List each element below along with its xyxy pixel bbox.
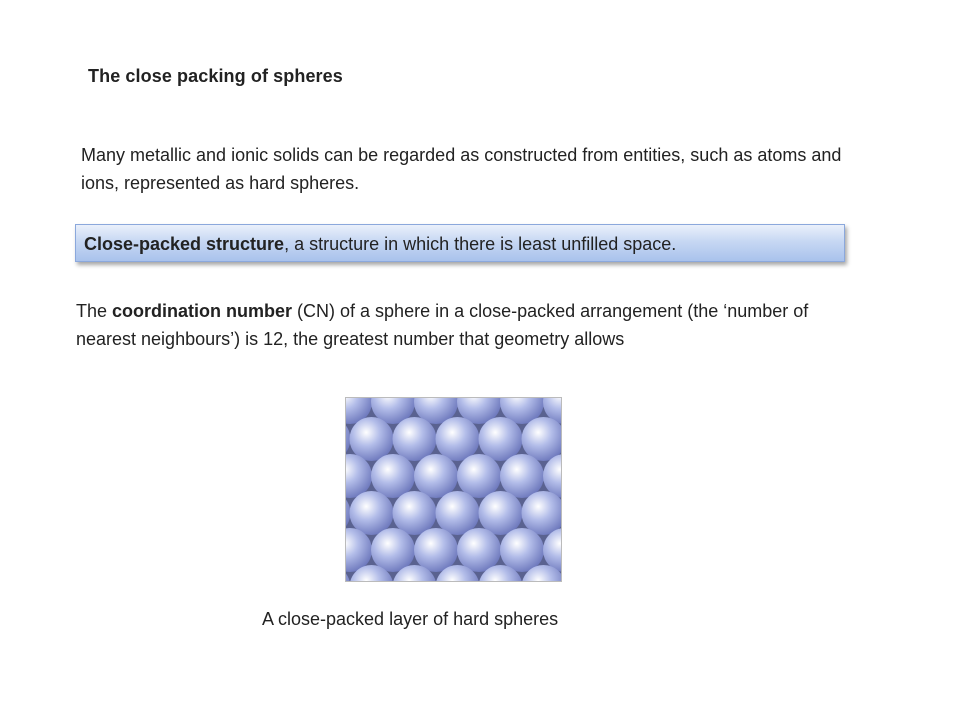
sphere (414, 454, 458, 498)
definition-box (75, 224, 845, 262)
sphere (500, 528, 544, 572)
sphere (350, 417, 394, 461)
sphere (479, 491, 523, 535)
sphere-packing-illustration (346, 398, 561, 581)
sphere (500, 454, 544, 498)
sphere (457, 454, 501, 498)
intro-paragraph: Many metallic and ionic solids can be regarded as constructed from entities, such as atoms and ions, represented as hard spheres. (81, 145, 842, 193)
slide-title: The close packing of spheres (88, 66, 343, 86)
sphere (371, 454, 415, 498)
sphere-packing-figure (345, 397, 562, 582)
sphere (436, 491, 480, 535)
coordination-prefix: The (76, 301, 113, 321)
coordination-paragraph (76, 297, 836, 353)
sphere (393, 491, 437, 535)
definition-text: , a structure in which there is least unfilled space. (284, 234, 677, 254)
coordination-text: (CN) of a sphere in a close-packed arrangement (the ‘number of nearest neighbours’) is 12, the greatest number that geometry allows (76, 301, 809, 349)
sphere (414, 528, 458, 572)
sphere (393, 417, 437, 461)
sphere (436, 417, 480, 461)
definition-term: Close-packed structure (84, 234, 285, 254)
coordination-term: coordination number (112, 301, 293, 321)
sphere (479, 417, 523, 461)
sphere (457, 528, 501, 572)
figure-caption: A close-packed layer of hard spheres (262, 609, 559, 629)
sphere (350, 491, 394, 535)
sphere (371, 528, 415, 572)
